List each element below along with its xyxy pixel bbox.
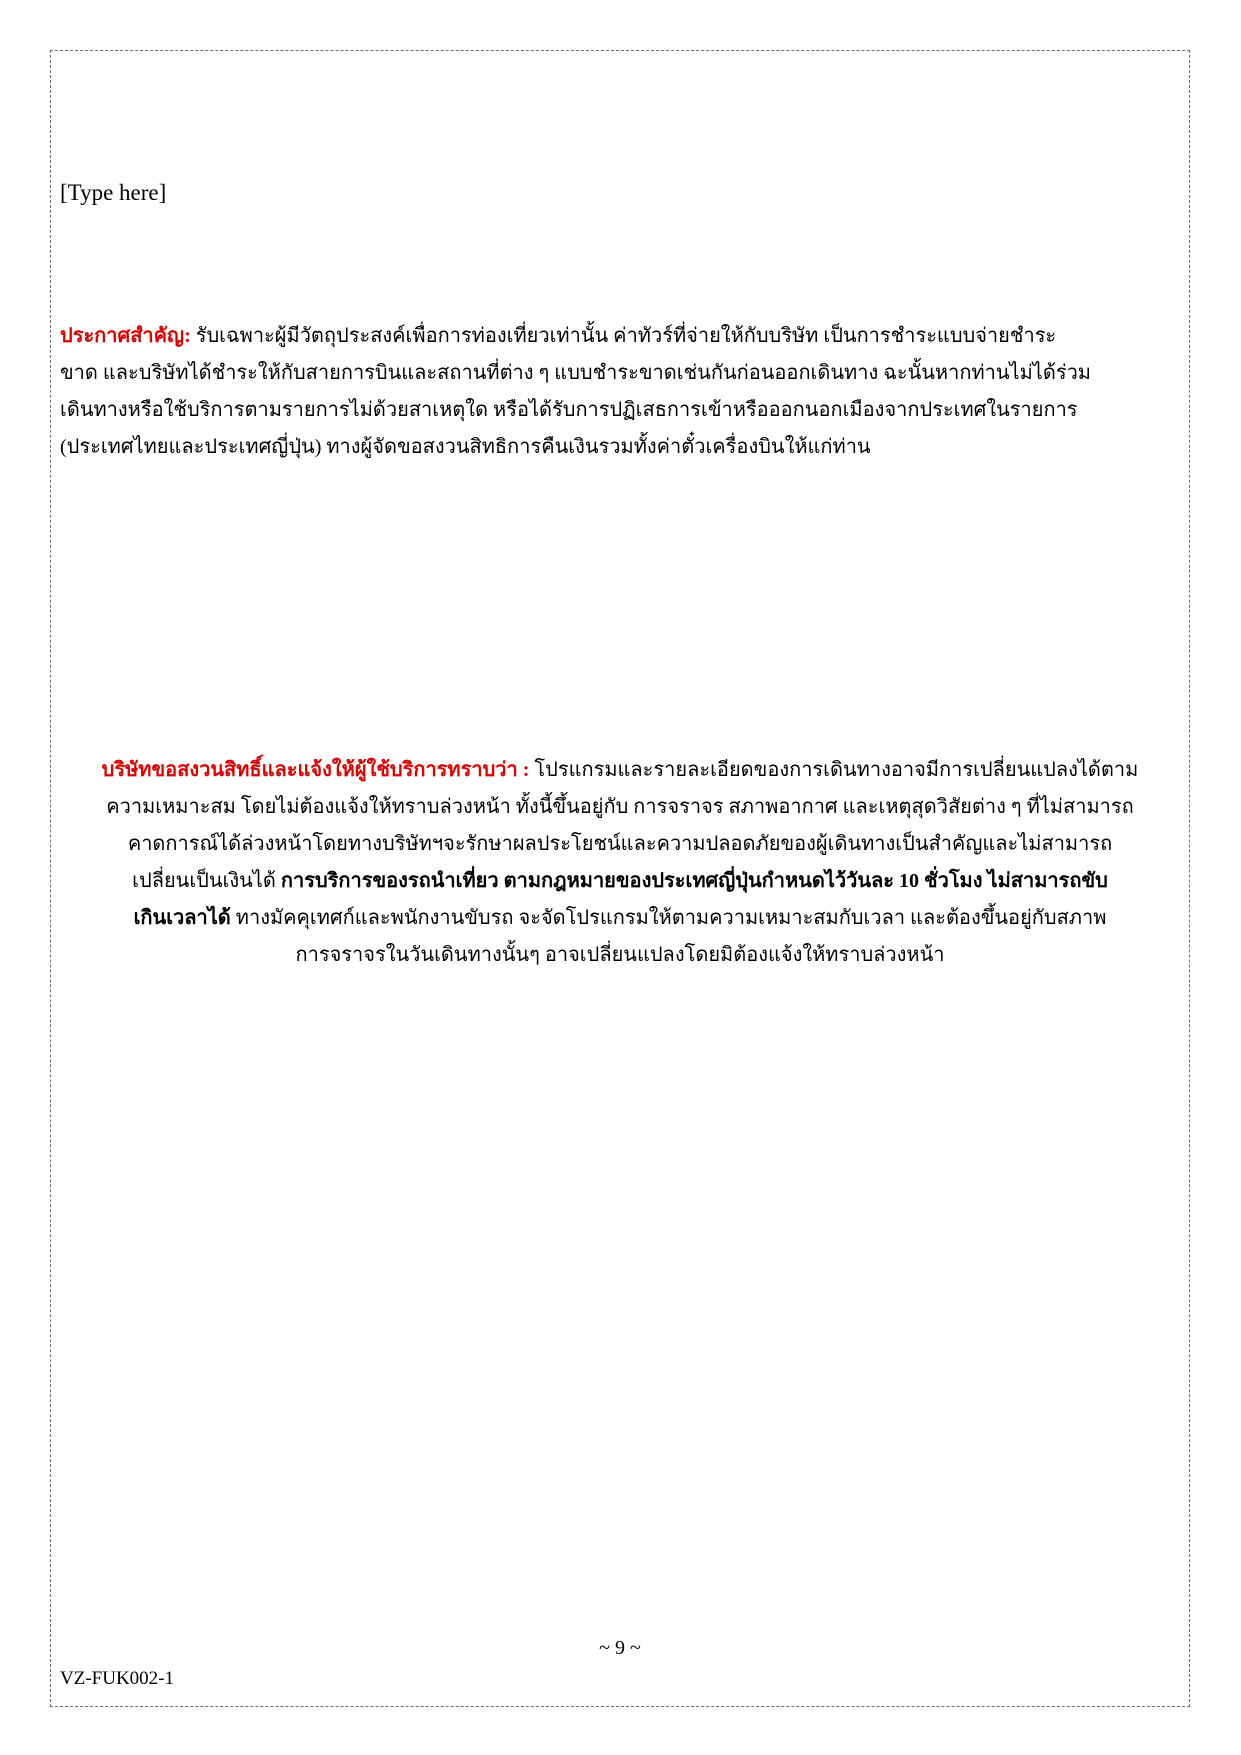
notice-text-1: รับเฉพาะผู้มีวัตถุประสงค์เพื่อการท่องเที่ยวเท่านั้น ค่าทัวร์ที่จ่ายให้กับบริษัท เป็นการชำระแบบจ่ายชำระ xyxy=(190,325,1057,347)
document-code: VZ-FUK002-1 xyxy=(60,1668,174,1689)
header-placeholder: [Type here] xyxy=(60,180,167,205)
notice-title: ประกาศสำคัญ: xyxy=(60,325,191,347)
rights-title: บริษัทขอสงวนสิทธิ์และแจ้งให้ผู้ใช้บริการทราบว่า : xyxy=(101,759,530,781)
rights-line-2: ความเหมาะสม โดยไม่ต้องแจ้งให้ทราบล่วงหน้า ทั้งนี้ขึ้นอยู่กับ การจราจร สภาพอากาศ และเหตุสุดวิสัยต่าง ๆ ที่ไม่สามารถ xyxy=(106,796,1134,818)
tour-bus-rule-end: เกินเวลาได้ xyxy=(133,907,231,929)
notice-line-4: (ประเทศไทยและประเทศญี่ปุ่น) ทางผู้จัดขอสงวนสิทธิการคืนเงินรวมทั้งค่าตั๋วเครื่องบินให้แก่ท่าน xyxy=(60,436,871,458)
rights-line-6: การจราจรในวันเดินทางนั้นๆ อาจเปลี่ยนแปลงโดยมิต้องแจ้งให้ทราบล่วงหน้า xyxy=(295,944,945,966)
rights-line-4 xyxy=(60,863,1180,900)
page-number: ~ 9 ~ xyxy=(599,1637,641,1659)
rights-line-5 xyxy=(60,900,1180,937)
rights-text-5: ทางมัคคุเทศก์และพนักงานขับรถ จะจัดโปรแกรมให้ตามความเหมาะสมกับเวลา และต้องขึ้นอยู่กับสภาพ xyxy=(230,907,1107,929)
rights-line-3: คาดการณ์ได้ล่วงหน้าโดยทางบริษัทฯจะรักษาผลประโยชน์และความปลอดภัยของผู้เดินทางเป็นสำคัญและไม่สามารถ xyxy=(127,833,1113,855)
tour-bus-rule: การบริการของรถนำเที่ยว ตามกฎหมายของประเทศญี่ปุ่นกำหนดไว้วันละ 10 ชั่วโมง ไม่สามารถขับ xyxy=(280,870,1108,892)
notice-line-1 xyxy=(60,318,1160,355)
rights-line-1 xyxy=(60,752,1180,789)
important-notice xyxy=(60,318,1160,466)
notice-line-3: เดินทางหรือใช้บริการตามรายการไม่ด้วยสาเหตุใด หรือได้รับการปฏิเสธการเข้าหรือออกนอกเมืองจากประเทศในรายการ xyxy=(60,399,1078,421)
rights-text-1: โปรแกรมและรายละเอียดของการเดินทางอาจมีการเปลี่ยนแปลงได้ตาม xyxy=(529,759,1139,781)
rights-reserved-section xyxy=(60,752,1180,974)
notice-line-2: ขาด และบริษัทได้ชำระให้กับสายการบินและสถานที่ต่าง ๆ แบบชำระขาดเช่นกันก่อนออกเดินทาง ฉะนั้นหากท่านไม่ได้ร่วม xyxy=(60,362,1091,384)
rights-text-4: เปลี่ยนเป็นเงินได้ xyxy=(132,870,281,892)
